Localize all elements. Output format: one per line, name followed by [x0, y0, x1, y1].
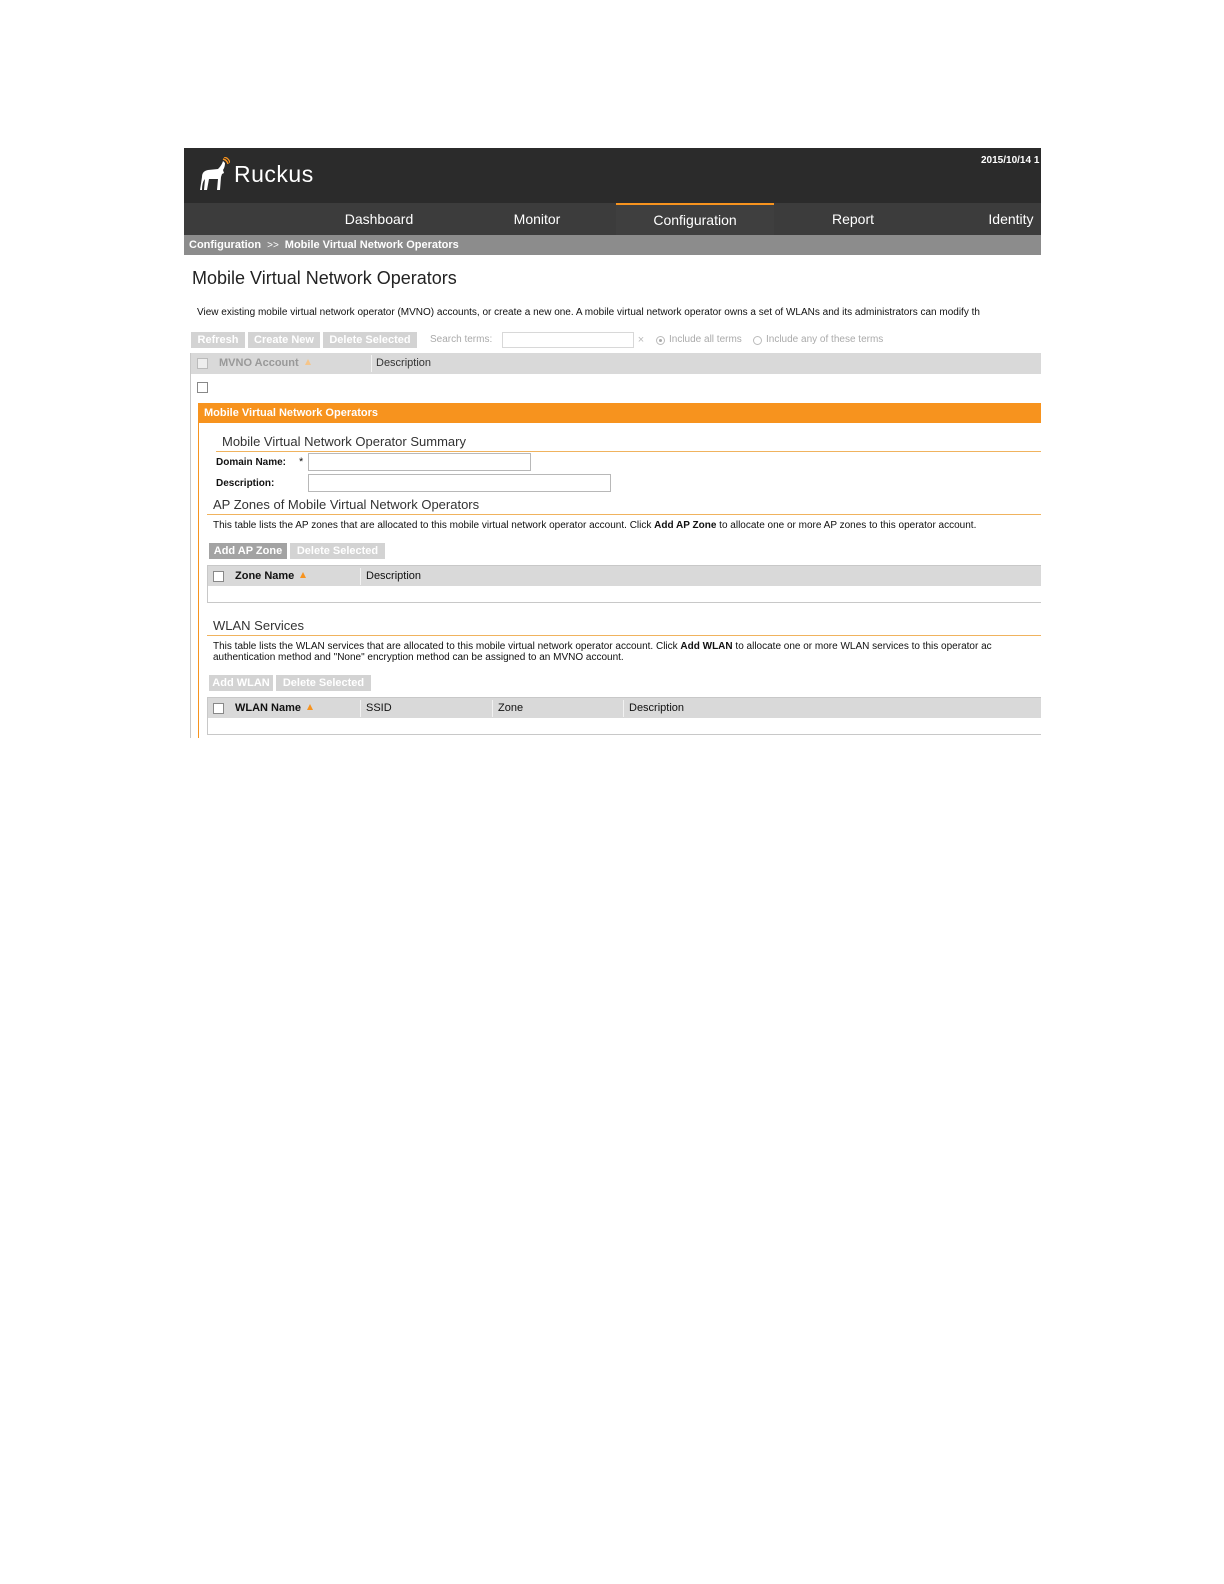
delete-selected-wlans-button[interactable]: Delete Selected: [276, 675, 371, 691]
nav-identity[interactable]: Identity: [988, 211, 1034, 227]
col-zone-description[interactable]: Description: [366, 570, 422, 582]
date-time: 2015/10/14 1: [981, 155, 1040, 166]
zone-table-header: [207, 565, 1041, 586]
mvno-table: [190, 353, 1041, 738]
column-divider: [623, 700, 624, 717]
col-wlan-name-label: WLAN Name: [235, 702, 302, 714]
breadcrumb-current: Mobile Virtual Network Operators: [284, 239, 459, 251]
screenshot-frame: [184, 148, 1041, 738]
col-zone-name[interactable]: [235, 566, 306, 587]
row-checkbox[interactable]: [197, 382, 208, 393]
sort-asc-icon: [307, 704, 313, 710]
search-label: Search terms:: [430, 334, 493, 345]
col-wlan-name[interactable]: [235, 698, 313, 719]
include-any-radio[interactable]: [753, 336, 762, 345]
nav-monitor[interactable]: Monitor: [513, 211, 561, 227]
breadcrumb-configuration[interactable]: Configuration: [189, 239, 262, 251]
description-label: Description:: [216, 478, 275, 489]
column-divider: [371, 355, 372, 372]
column-divider: [492, 700, 493, 717]
logo-text: Ruckus: [234, 160, 314, 187]
col-mvno-account[interactable]: [219, 353, 311, 374]
required-mark: *: [299, 456, 304, 468]
ap-zones-title: AP Zones of Mobile Virtual Network Operators: [213, 497, 480, 512]
main-nav: [184, 203, 1041, 235]
ruckus-dog-icon: [196, 157, 230, 191]
column-divider: [360, 700, 361, 717]
col-ssid[interactable]: SSID: [366, 702, 392, 714]
zone-table-body: [207, 586, 1041, 603]
panel-header: Mobile Virtual Network Operators: [199, 403, 1041, 423]
include-any-label: Include any of these terms: [766, 334, 884, 345]
wlan-services-title: WLAN Services: [213, 618, 305, 633]
add-wlan-button[interactable]: Add WLAN: [209, 675, 273, 691]
column-divider: [360, 568, 361, 585]
col-zone[interactable]: Zone: [498, 702, 524, 714]
col-description[interactable]: Description: [376, 357, 432, 369]
include-all-radio[interactable]: [656, 336, 665, 345]
ap-zones-description: This table lists the AP zones that are allocated to this mobile virtual network operator account. Click Add AP Zone to allocate one or more AP zones to this operator account.: [213, 520, 977, 531]
ap-zones-rule: [207, 514, 1041, 515]
delete-selected-zones-button[interactable]: Delete Selected: [290, 543, 385, 559]
select-all-checkbox[interactable]: [197, 358, 208, 369]
nav-dashboard[interactable]: Dashboard: [344, 211, 414, 227]
search-input[interactable]: [502, 332, 634, 348]
refresh-button[interactable]: Refresh: [191, 332, 245, 348]
page-intro: View existing mobile virtual network operator (MVNO) accounts, or create a new one. A mobile virtual network operator owns a set of WLANs and its administrators can modify th: [197, 307, 980, 318]
breadcrumb: [184, 235, 1041, 255]
create-new-button[interactable]: Create New: [248, 332, 320, 348]
domain-name-label: Domain Name:: [216, 457, 287, 468]
nav-report[interactable]: Report: [831, 211, 875, 227]
mvno-detail-panel: [198, 403, 1041, 738]
wlan-rule: [207, 635, 1041, 636]
summary-title: Mobile Virtual Network Operator Summary: [222, 434, 466, 449]
col-wlan-description[interactable]: Description: [629, 702, 685, 714]
col-mvno-account-label: MVNO Account: [219, 357, 299, 369]
add-ap-zone-button[interactable]: Add AP Zone: [209, 543, 287, 559]
mvno-table-header: [191, 353, 1041, 374]
col-zone-name-label: Zone Name: [235, 570, 295, 582]
wlan-description: This table lists the WLAN services that are allocated to this mobile virtual network operator account. Click Add WLAN to allocate one or more WLAN services to this operator ac authentication method and "None" encryption method can be assigned to an MVNO account.: [213, 641, 992, 663]
wlan-table-body: [207, 718, 1041, 735]
include-all-label: Include all terms: [669, 334, 742, 345]
nav-configuration[interactable]: Configuration: [616, 203, 774, 235]
zones-select-all-checkbox[interactable]: [213, 571, 224, 582]
sort-asc-icon: [305, 359, 311, 365]
summary-rule: [216, 451, 1041, 452]
wlan-table-header: [207, 697, 1041, 718]
top-bar: [184, 148, 1041, 203]
breadcrumb-separator: >>: [267, 240, 279, 251]
domain-name-input[interactable]: [308, 453, 531, 471]
ruckus-logo: [196, 156, 314, 192]
sort-asc-icon: [300, 572, 306, 578]
page-title: Mobile Virtual Network Operators: [192, 268, 457, 288]
description-input[interactable]: [308, 474, 611, 492]
delete-selected-button[interactable]: Delete Selected: [323, 332, 417, 348]
wlans-select-all-checkbox[interactable]: [213, 703, 224, 714]
clear-search-icon[interactable]: ×: [637, 334, 645, 346]
